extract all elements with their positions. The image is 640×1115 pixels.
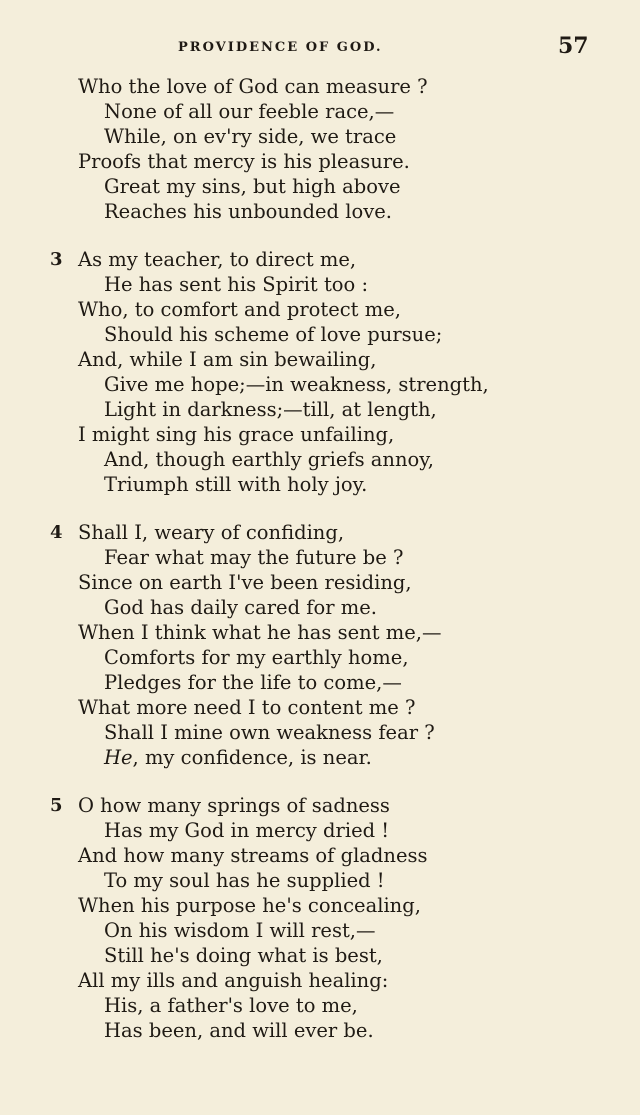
stanza-continuation [0, 74, 640, 224]
verse-line: While, on ev'ry side, we trace [104, 125, 397, 148]
stanza-4 [0, 520, 640, 770]
running-header: PROVIDENCE OF GOD. [178, 40, 383, 55]
stanza-3 [0, 247, 640, 497]
verse-line: Who the love of God can measure ? [78, 75, 428, 98]
stanza-5 [0, 793, 640, 1043]
verse-line [0, 793, 640, 818]
verse-text: As my teacher, to direct me, [78, 248, 357, 271]
page-number: 57 [558, 33, 589, 59]
verse-line: And, though earthly griefs annoy, [104, 448, 434, 471]
stanza-number: 4 [50, 522, 63, 543]
verse-line: Great my sins, but high above [104, 175, 401, 198]
verse-line: On his wisdom I will rest,— [104, 919, 376, 942]
verse-line: Give me hope;—in weakness, strength, [104, 373, 489, 396]
verse-line: Still he's doing what is best, [104, 944, 383, 967]
verse-line: Light in darkness;—till, at length, [104, 398, 437, 421]
stanza-number: 5 [50, 795, 63, 816]
emphasized-word: He [104, 746, 133, 769]
verse-line: And, while I am sin bewailing, [78, 348, 377, 371]
verse-line: Reaches his unbounded love. [104, 200, 392, 223]
verse-line: Has my God in mercy dried ! [104, 819, 390, 842]
verse-line: None of all our feeble race,— [104, 100, 395, 123]
verse-line: When his purpose he's concealing, [78, 894, 421, 917]
verse-text: Shall I, weary of confiding, [78, 521, 345, 544]
verse-line: All my ills and anguish healing: [78, 969, 389, 992]
verse-line: Fear what may the future be ? [104, 546, 404, 569]
verse-line [0, 745, 640, 770]
verse-text: O how many springs of sadness [78, 794, 390, 817]
verse-line: His, a father's love to me, [104, 994, 358, 1017]
verse-line: What more need I to content me ? [78, 696, 416, 719]
verse-text: , my confidence, is near. [132, 746, 372, 769]
verse-line: Should his scheme of love pursue; [104, 323, 443, 346]
verse-line: Who, to comfort and protect me, [78, 298, 401, 321]
verse-line: Triumph still with holy joy. [104, 473, 368, 496]
verse-line: To my soul has he supplied ! [104, 869, 385, 892]
verse-line: He has sent his Spirit too : [104, 273, 369, 296]
verse-line: Pledges for the life to come,— [104, 671, 402, 694]
stanza-number: 3 [50, 249, 63, 270]
verse-line: Comforts for my earthly home, [104, 646, 409, 669]
verse-line: And how many streams of gladness [78, 844, 428, 867]
verse-line [0, 520, 640, 545]
verse-line: Since on earth I've been residing, [78, 571, 412, 594]
verse-line [0, 247, 640, 272]
verse-line: Shall I mine own weakness fear ? [104, 721, 435, 744]
verse-line: Proofs that mercy is his pleasure. [78, 150, 410, 173]
verse-line: Has been, and will ever be. [104, 1019, 374, 1042]
verse-line: God has daily cared for me. [104, 596, 377, 619]
verse-line: I might sing his grace unfailing, [78, 423, 395, 446]
verse-line: When I think what he has sent me,— [78, 621, 442, 644]
